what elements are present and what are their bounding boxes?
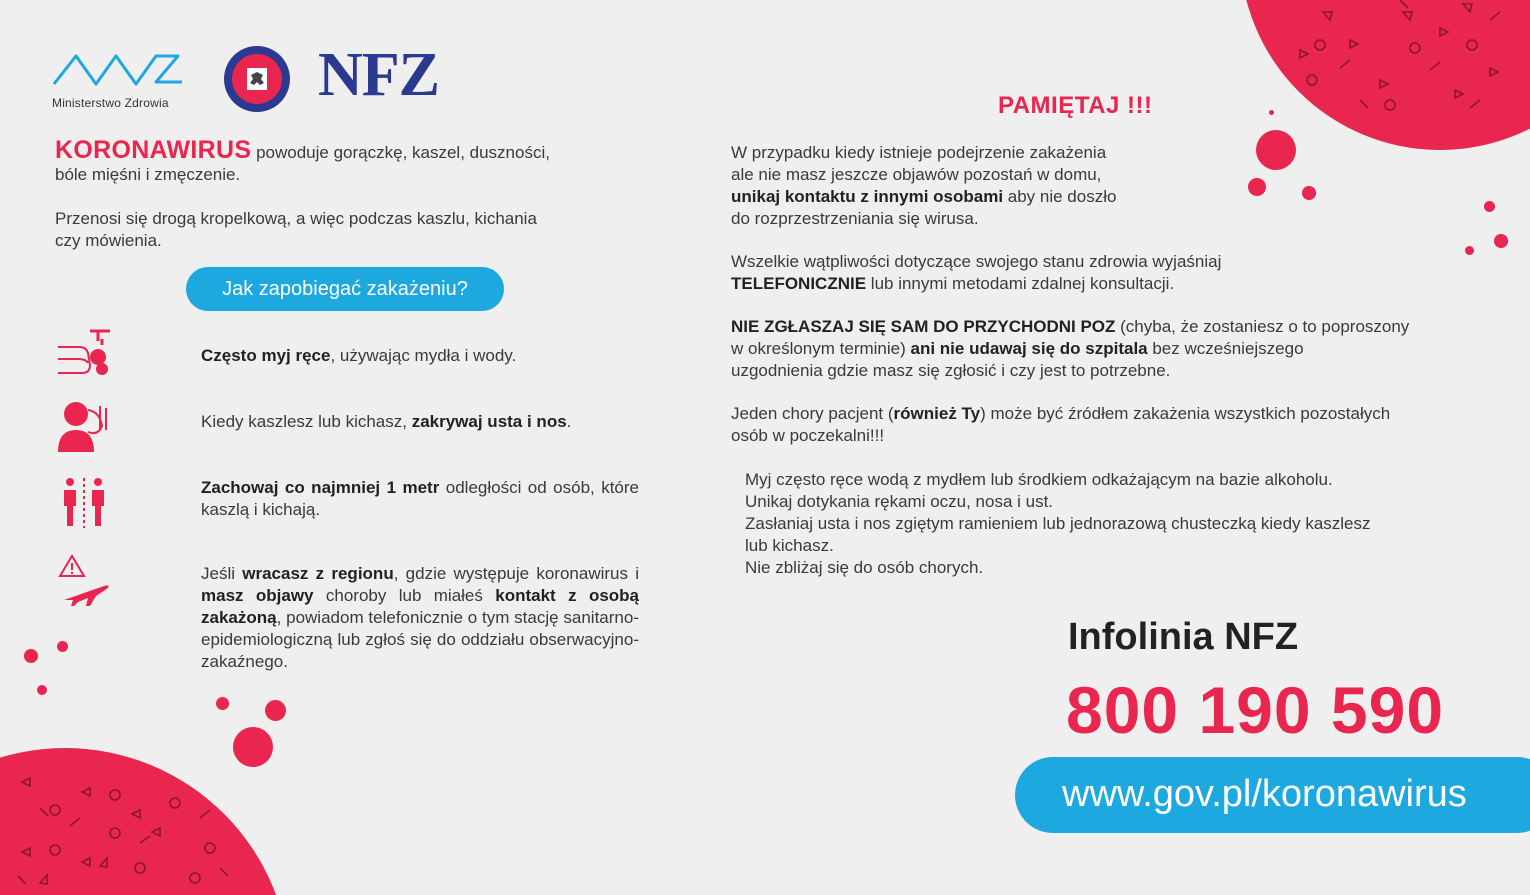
paragraph-line: bez wcześniejszego [1147,339,1304,358]
infoline-label: Infolinia NFZ [1068,616,1299,658]
paragraph-line: (chyba, że zostaniesz o to poproszony [1115,317,1410,336]
paragraph-line: do rozprzestrzeniania się wirusa. [731,209,979,228]
decorative-dot [57,641,68,652]
advice-list [745,469,1435,579]
paragraph-bold: unikaj kontaktu z innymi osobami [731,187,1004,206]
tip-text: Jeśli [201,564,243,583]
tip-travel [201,563,639,673]
tip-text: Kiedy kaszlesz lub kichasz, [201,412,412,431]
blob-pattern-icon [1240,0,1530,150]
paragraph-stay-home [731,142,1451,230]
decorative-dot [1269,110,1274,115]
tip-text: , powiadom telefonicznie o tym stację sanitarno-epidemiologiczną lub zgłoś się do oddziału obserwacyjno-zakaźnego. [201,608,639,671]
decorative-dot [265,700,286,721]
blob-pattern-icon [0,748,290,895]
decorative-blob-bottom-left [0,748,290,895]
paragraph-bold: TELEFONICZNIE [731,274,867,293]
travel-warning-icon [54,552,114,606]
website-link[interactable]: www.gov.pl/koronawirus [1062,773,1467,815]
paragraph-bold: ani nie udawaj się do szpitala [910,339,1148,358]
ministry-name: Ministerstwo Zdrowia [52,96,169,110]
list-item: Zasłaniaj usta i nos zgiętym ramieniem lub jednorazową chusteczką kiedy kaszlesz [745,514,1371,533]
tip-bold: Często myj ręce [201,346,331,365]
paragraph-no-clinic [731,316,1451,382]
paragraph-line: W przypadku kiedy istnieje podejrzenie zakażenia [731,143,1107,162]
tip-text: . [566,412,572,431]
decorative-dot [1484,201,1495,212]
paragraph-line: aby nie doszło [1003,187,1117,206]
tip-bold: kontakt z osobą zakażoną [201,586,640,627]
remember-heading: PAMIĘTAJ !!! [998,92,1153,119]
infoline-phone-number[interactable]: 800 190 590 [1066,673,1445,747]
paragraph-line: Wszelkie wątpliwości dotyczące swojego stanu zdrowia wyjaśniaj [731,252,1222,271]
paragraph-line: w określonym terminie) [731,339,911,358]
intro-text: powoduje gorączkę, kaszel, duszności, [251,143,550,162]
paragraph-line: osób w poczekalni!!! [731,426,885,445]
intro-text-line2: bóle mięśni i zmęczenie. [55,165,241,184]
paragraph-line: ale nie masz jeszcze objawów pozostań w domu, [731,165,1102,184]
cough-cover-icon [54,398,114,452]
decorative-dot [1494,234,1508,248]
tip-wash-hands [201,345,639,367]
decorative-dot [233,727,273,767]
tip-text: choroby lub miałeś [313,586,496,605]
decorative-dot [1465,246,1474,255]
decorative-dot [37,685,47,695]
paragraph-line: ) może być źródłem zakażenia wszystkich pozostałych [980,404,1391,423]
tip-text: odległości od osób, które kaszlą i kichają. [201,478,639,519]
list-item: lub kichasz. [745,536,834,555]
paragraph-line: uzgodnienia gdzie masz się zgłosić i czy jest to potrzebne. [731,361,1171,380]
intro-paragraph [55,136,655,186]
paragraph-bold: również Ty [893,404,981,423]
tip-bold: masz objawy [201,586,314,605]
spread-paragraph [55,208,595,252]
paragraph-waiting-room [731,403,1451,447]
tip-text: , gdzie występuje koronawirus i [393,564,640,583]
hand-washing-icon [54,325,114,379]
list-item: Nie zbliżaj się do osób chorych. [745,558,984,577]
paragraph-line: lub innymi metodami zdalnej konsultacji. [866,274,1175,293]
tip-cover-mouth [201,411,639,433]
decorative-dot [24,649,38,663]
tip-keep-distance [201,477,639,521]
decorative-dot [216,697,229,710]
paragraph-bold: NIE ZGŁASZAJ SIĘ SAM DO PRZYCHODNI POZ [731,317,1116,336]
tip-bold: zakrywaj usta i nos [411,412,567,431]
spread-line1: Przenosi się drogą kropelkową, a więc podczas kaszlu, kichania [55,209,537,228]
sanitary-inspection-seal-icon [222,44,292,114]
intro-heading: KORONAWIRUS [55,136,252,164]
tip-text: , używając mydła i wody. [330,346,517,365]
distance-icon [54,474,114,528]
paragraph-phone [731,251,1451,295]
decorative-blob-top-right [1240,0,1530,150]
tip-bold: Zachowaj co najmniej 1 metr [201,478,440,497]
list-item: Unikaj dotykania rękami oczu, nosa i ust. [745,492,1054,511]
paragraph-line: Jeden chory pacjent ( [731,404,894,423]
spread-line2: czy mówienia. [55,231,162,250]
prevention-heading-pill: Jak zapobiegać zakażeniu? [186,267,504,311]
list-item: Myj często ręce wodą z mydłem lub środkiem odkażającym na bazie alkoholu. [745,470,1333,489]
nfz-logo: NFZ [318,41,439,109]
tip-bold: wracasz z regionu [242,564,394,583]
